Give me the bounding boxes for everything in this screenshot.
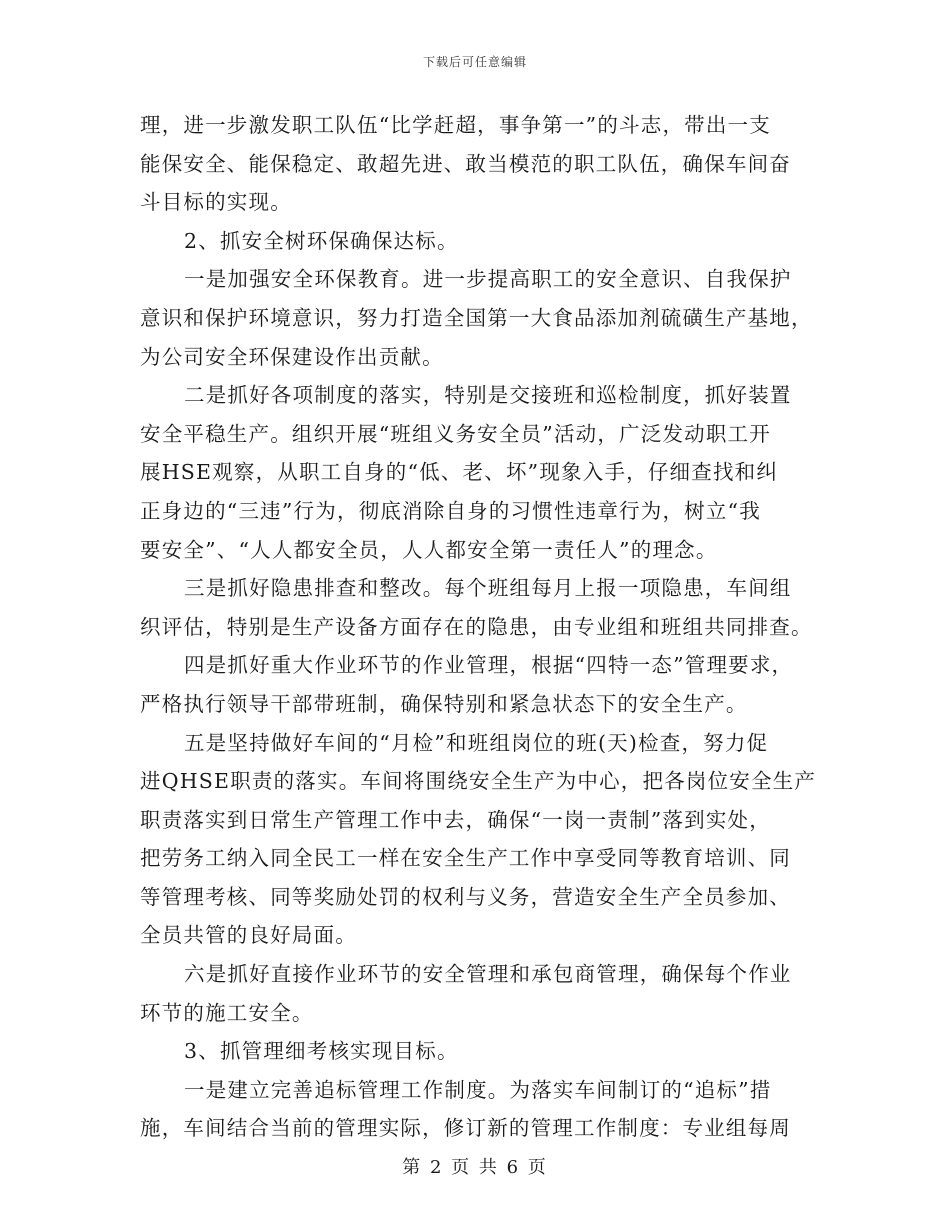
paragraph-start: 二是抓好各项制度的落实，特别是交接班和巡检制度，抓好装置: [184, 383, 792, 408]
text-line: 安全平稳生产。组织开展“班组义务安全员”活动，广泛发动职工开: [140, 421, 771, 446]
paragraph-start: 六是抓好直接作业环节的安全管理和承包商管理，确保每个作业: [184, 962, 792, 987]
text-line: 展HSE观察，从职工自身的“低、老、坏”现象入手，仔细查找和纠: [140, 460, 779, 485]
paragraph-start: 五是坚持做好车间的“月检”和班组岗位的班(天)检查，努力促: [184, 730, 769, 755]
text-line: 意识和保护环境意识，努力打造全国第一大食品添加剂硫磺生产基地，: [140, 305, 813, 330]
text-line: 斗目标的实现。: [140, 190, 292, 215]
text-line: 施，车间结合当前的管理实际，修订新的管理工作制度：专业组每周: [140, 1116, 791, 1141]
text-line: 理，进一步激发职工队伍“比学赶超，事争第一”的斗志，带出一支: [140, 113, 771, 137]
text-line: 要安全”、“人人都安全员，人人都安全第一责任人”的理念。: [140, 537, 718, 562]
section-heading: 2、抓安全树环保确保达标。: [184, 228, 459, 253]
paragraph-start: 四是抓好重大作业环节的作业管理，根据“四特一态”管理要求，: [184, 653, 794, 678]
paragraph-start: 一是加强安全环保教育。进一步提高职工的安全意识、自我保护: [184, 267, 792, 292]
paragraph-start: 一是建立完善追标管理工作制度。为落实车间制订的“追标”措: [184, 1077, 772, 1102]
text-line: 进QHSE职责的落实。车间将围绕安全生产为中心，把各岗位安全生产: [140, 769, 817, 794]
text-line: 为公司安全环保建设作出贡献。: [140, 344, 444, 369]
text-line: 严格执行领导干部带班制，确保特别和紧急状态下的安全生产。: [140, 691, 748, 716]
paragraph-start: 三是抓好隐患排查和整改。每个班组每月上报一项隐患，车间组: [184, 576, 792, 601]
text-line: 环节的施工安全。: [140, 1000, 314, 1025]
text-line: 把劳务工纳入同全民工一样在安全生产工作中享受同等教育培训、同: [140, 846, 791, 871]
text-line: 全员共管的良好局面。: [140, 923, 357, 948]
header-note: 下载后可任意编辑: [422, 55, 527, 69]
text-line: 等管理考核、同等奖励处罚的权利与义务，营造安全生产全员参加、: [140, 884, 791, 909]
text-line: 能保安全、能保稳定、敢超先进、敢当模范的职工队伍，确保车间奋: [140, 151, 791, 176]
text-line: 织评估，特别是生产设备方面存在的隐患，由专业组和班组共同排查。: [140, 614, 813, 639]
page-number-footer: 第 2 页 共 6 页: [402, 1157, 548, 1178]
text-line: 职责落实到日常生产管理工作中去，确保“一岗一责制”落到实处，: [140, 807, 771, 832]
body-text: [140, 106, 817, 1148]
text-line: 正身边的“三违”行为，彻底消除自身的习惯性违章行为，树立“我: [140, 498, 761, 523]
section-heading: 3、抓管理细考核实现目标。: [184, 1039, 459, 1064]
